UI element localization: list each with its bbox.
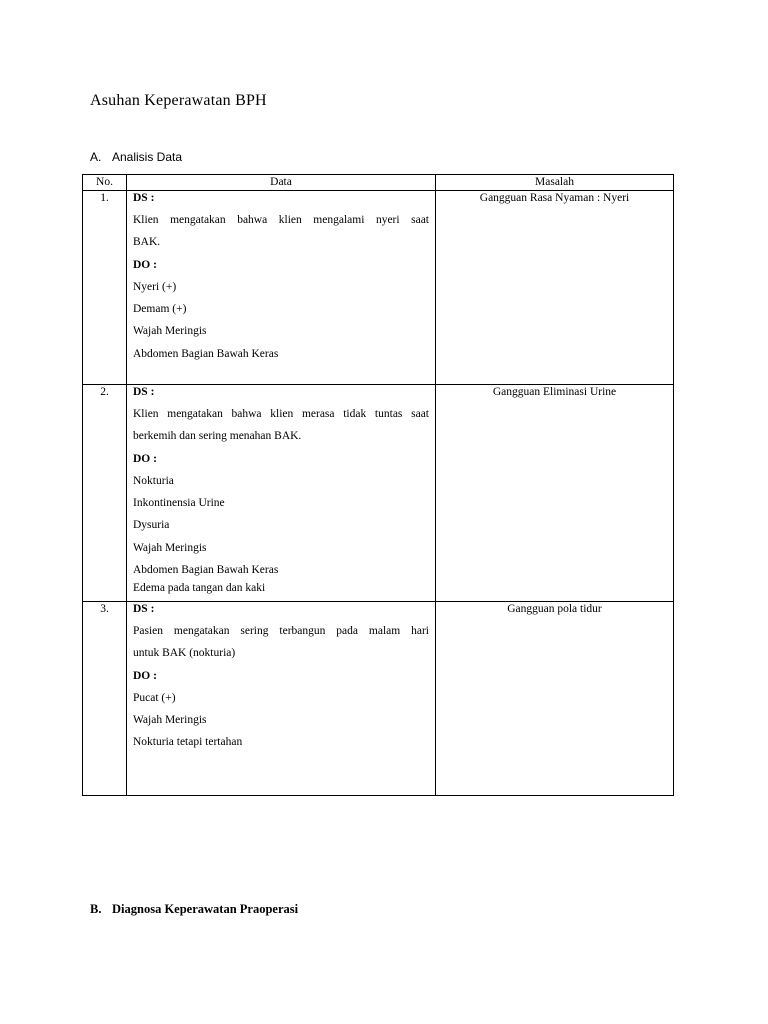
section-a-heading: [90, 150, 182, 164]
do-line: Inkontinensia Urine: [133, 497, 225, 510]
do-line: Dysuria: [133, 519, 170, 532]
section-b-label: Diagnosa Keperawatan Praoperasi: [112, 902, 299, 916]
analysis-table: [82, 174, 674, 796]
do-line: Nyeri (+): [133, 280, 177, 293]
do-line: Pucat (+): [133, 691, 176, 704]
ds-line: Klien mengatakan bahwa klien merasa tidak tuntas saat: [133, 408, 429, 420]
document-title: Asuhan Keperawatan BPH: [90, 92, 267, 109]
do-line: Wajah Meringis: [133, 714, 207, 727]
row-number-cell: [83, 385, 127, 602]
table-header-row: [83, 175, 674, 191]
do-label: DO :: [133, 258, 157, 271]
masalah-text: Gangguan Eliminasi Urine: [492, 386, 617, 398]
header-no: No.: [83, 175, 127, 191]
data-cell: [127, 385, 436, 602]
ds-line: Klien mengatakan bahwa klien mengalami nyeri saat: [133, 214, 429, 226]
table-row: [83, 602, 674, 796]
do-line: Abdomen Bagian Bawah Keras: [133, 564, 279, 577]
table-row: [83, 191, 674, 385]
do-line: Demam (+): [133, 303, 187, 316]
do-line: Edema pada tangan dan kaki: [133, 582, 266, 595]
masalah-text: Gangguan Rasa Nyaman : Nyeri: [479, 192, 630, 204]
do-label: DO :: [133, 669, 157, 682]
ds-label: DS :: [133, 192, 155, 204]
row-number-cell: [83, 191, 127, 385]
ds-line: untuk BAK (nokturia): [133, 647, 236, 660]
ds-label: DS :: [133, 603, 155, 615]
section-a-letter: A.: [90, 150, 102, 164]
data-cell: [127, 602, 436, 796]
section-a-label: Analisis Data: [112, 150, 183, 164]
table-row: [83, 385, 674, 602]
masalah-cell: [436, 191, 674, 385]
do-line: Nokturia: [133, 474, 174, 487]
do-line: Abdomen Bagian Bawah Keras: [133, 347, 279, 360]
section-b-heading: [90, 902, 298, 917]
masalah-cell: [436, 385, 674, 602]
ds-line: berkemih dan sering menahan BAK.: [133, 430, 302, 443]
ds-label: DS :: [133, 386, 155, 398]
masalah-text: Gangguan pola tidur: [507, 603, 602, 615]
masalah-cell: [436, 602, 674, 796]
data-cell: [127, 191, 436, 385]
ds-line: BAK.: [133, 236, 161, 249]
header-masalah: Masalah: [436, 175, 674, 191]
row-number: 2.: [100, 386, 109, 398]
do-line: Nokturia tetapi tertahan: [133, 736, 243, 749]
row-number: 1.: [100, 192, 109, 204]
section-b-letter: B.: [90, 902, 102, 916]
header-data: Data: [127, 175, 436, 191]
do-line: Wajah Meringis: [133, 325, 207, 338]
ds-line: Pasien mengatakan sering terbangun pada malam hari: [133, 625, 429, 637]
do-label: DO :: [133, 452, 157, 465]
do-line: Wajah Meringis: [133, 541, 207, 554]
row-number-cell: [83, 602, 127, 796]
row-number: 3.: [100, 603, 109, 615]
